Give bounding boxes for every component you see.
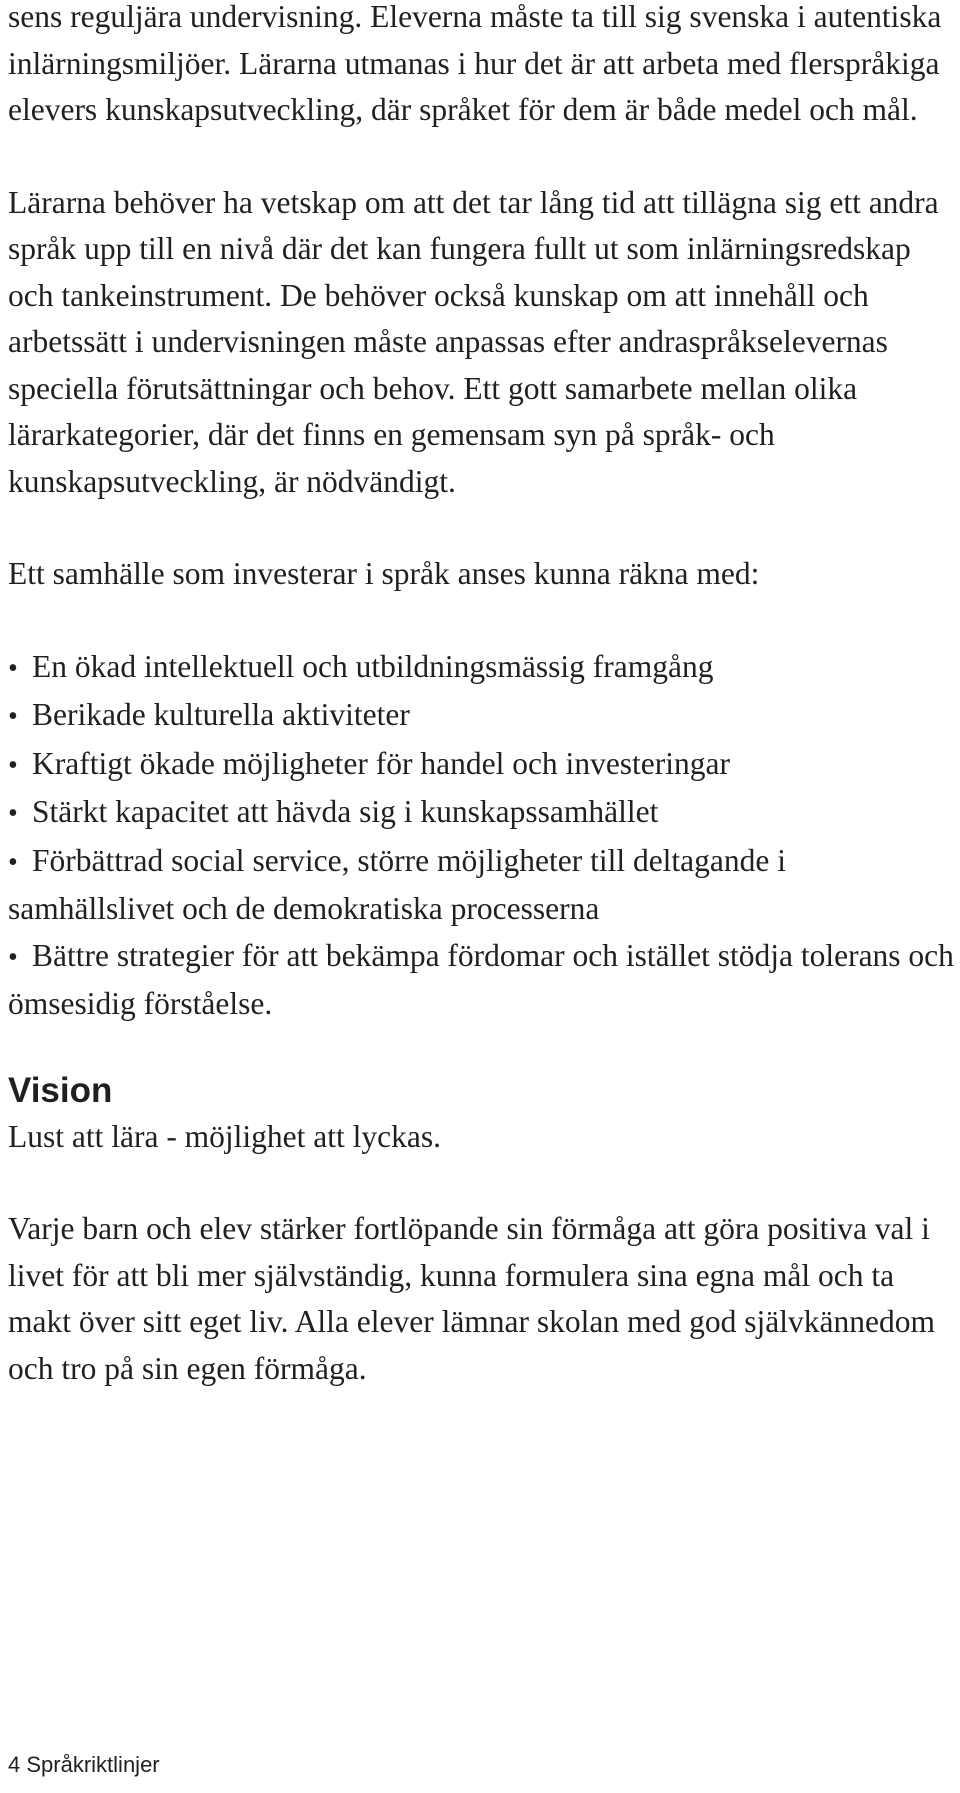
bullet-icon: • — [8, 701, 18, 732]
vision-tagline: Lust att lära - möjlighet att lyckas. — [8, 1118, 442, 1154]
body-paragraph-4: Varje barn och elev stärker fortlöpande sin förmåga att göra positiva val i livet för att bli mer självständig, kunna formulera sina egna mål och ta makt över sitt eget liv. Alla elever lämnar skolan med god självkännedom och tro på sin egen förmåga. — [8, 1211, 935, 1386]
page-footer — [8, 1751, 160, 1779]
list-item — [8, 692, 956, 741]
bullet-icon: • — [8, 749, 18, 781]
document-title: Språkriktlinjer — [26, 1752, 160, 1777]
bullet-icon: • — [8, 941, 18, 973]
bullet-icon: • — [8, 798, 18, 829]
bullet-icon: • — [8, 846, 18, 878]
list-item-text: Förbättrad social service, större möjligheter till deltagande i samhällslivet och de demokratiska processerna — [8, 842, 787, 926]
body-paragraph-2: Lärarna behöver ha vetskap om att det tar lång tid att tillägna sig ett andra språk upp till en nivå där det kan fungera fullt ut som inlärningsredskap och tankeinstrument. De behöver också kunskap om att innehåll och arbetssätt i undervisningen måste anpassas efter andraspråkselevernas speciella förutsättningar och behov. Ett gott samarbete mellan olika lärarkategorier, där det finns en gemensam syn på språk- och kunskapsutveckling, är nödvändigt. — [8, 184, 939, 499]
body-paragraph-1: sens reguljära undervisning. Eleverna måste ta till sig svenska i autentiska inlärningsmiljöer. Lärarna utmanas i hur det är att arbeta med flerspråkiga elevers kunskapsutveckling, där språket för dem är både medel och mål. — [8, 0, 942, 127]
list-item — [8, 838, 956, 933]
list-item-text: En ökad intellektuell och utbildningsmässig framgång — [32, 648, 714, 684]
bullet-list — [8, 644, 956, 1028]
list-item — [8, 741, 956, 790]
vision-heading: Vision — [8, 1070, 113, 1110]
bullet-icon: • — [8, 652, 18, 684]
list-item-text: Bättre strategier för att bekämpa fördomar och istället stödja tolerans och ömsesidig förståelse. — [8, 937, 954, 1021]
list-item-text: Stärkt kapacitet att hävda sig i kunskapssamhället — [32, 794, 659, 829]
page-number: 4 — [8, 1752, 21, 1777]
document-page — [8, 0, 956, 1392]
list-item-text: Berikade kulturella aktiviteter — [32, 697, 410, 732]
list-item — [8, 933, 956, 1028]
list-item — [8, 789, 956, 838]
body-paragraph-3: Ett samhälle som investerar i språk anses kunna räkna med: — [8, 556, 760, 591]
list-item — [8, 644, 956, 693]
list-item-text: Kraftigt ökade möjligheter för handel och investeringar — [32, 745, 730, 781]
